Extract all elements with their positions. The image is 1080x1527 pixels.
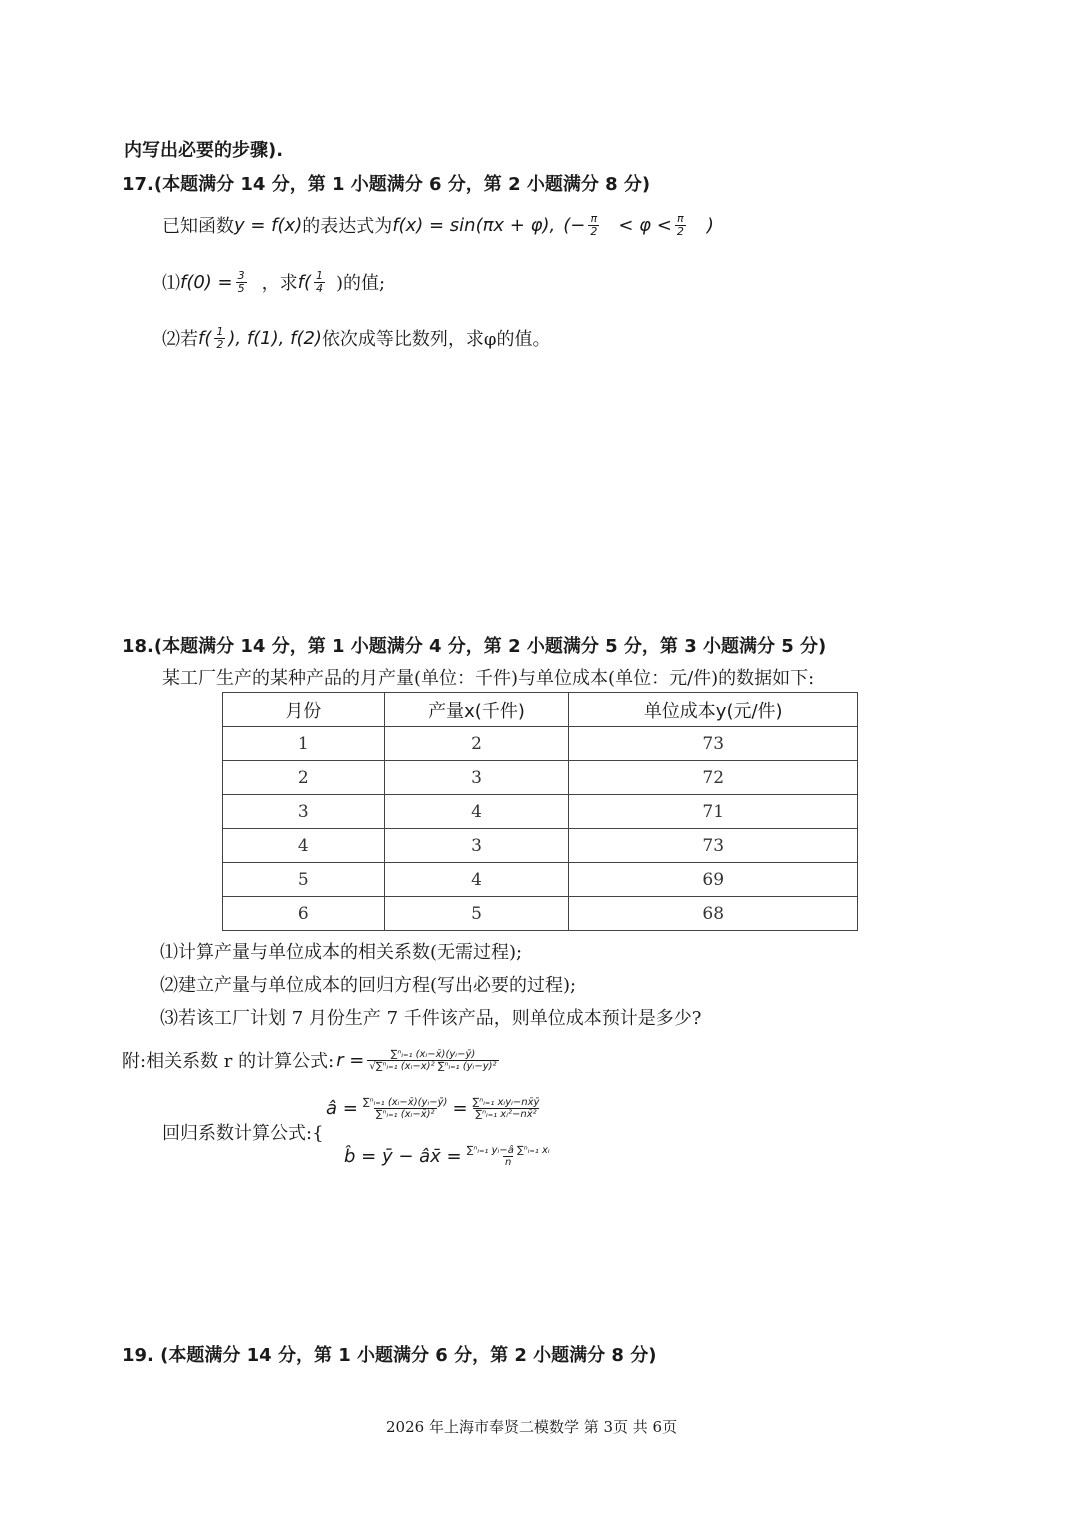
table-cell: 4: [384, 795, 569, 829]
q18-part2: ⑵建立产量与单位成本的回归方程(写出必要的过程);: [160, 975, 577, 996]
q18-data-table: [222, 692, 858, 931]
table-cell: 4: [384, 863, 569, 897]
table-cell: 73: [569, 829, 858, 863]
table-row: [223, 897, 858, 931]
table-header-cell: 月份: [223, 693, 385, 727]
fraction-denominator: 2: [216, 337, 224, 351]
q18-part3: ⑶若该工厂计划 7 月份生产 7 千件该产品，则单位成本预计是多少?: [160, 1008, 702, 1029]
a-hat-fraction-2: [471, 1097, 542, 1120]
b-hat-formula: [344, 1138, 555, 1174]
table-row: [223, 829, 858, 863]
b-hat-lhs: b̂ = ȳ − âx̄ =: [344, 1145, 462, 1167]
fraction-denominator: 4: [316, 281, 323, 295]
table-header-cell: 单位成本y(元/件): [569, 693, 858, 727]
table-cell: 68: [569, 897, 858, 931]
table-cell: 1: [223, 727, 385, 761]
table-row: [223, 863, 858, 897]
correlation-label: 附:相关系数 r 的计算公式:: [122, 1051, 335, 1072]
table-header-row: [223, 693, 858, 727]
fraction-denominator: n: [504, 1156, 512, 1168]
table-cell: 5: [384, 897, 569, 931]
fraction-denominator: 5: [237, 281, 245, 295]
q17-range-close: ): [706, 214, 714, 236]
table-cell: 73: [569, 727, 858, 761]
q17-part2: [162, 322, 551, 354]
correlation-formula: [122, 1040, 502, 1080]
q18-part1: ⑴计算产量与单位成本的相关系数(无需过程);: [160, 942, 523, 963]
fraction-denominator: 2: [590, 224, 598, 238]
table-row: [223, 761, 858, 795]
q17-p1-end: )的值;: [336, 273, 386, 294]
r-lhs: r =: [336, 1049, 365, 1071]
fraction-numerator: 1: [216, 324, 224, 338]
instruction-continuation: 内写出必要的步骤).: [124, 140, 284, 161]
table-cell: 3: [223, 795, 385, 829]
table-cell: 3: [384, 761, 569, 795]
fraction-numerator: ∑ⁿᵢ₌₁ xᵢyᵢ−nx̄ȳ: [472, 1096, 540, 1108]
q17-p1-frac: [236, 270, 247, 295]
fraction-numerator: ∑ⁿᵢ₌₁ yᵢ−â ∑ⁿᵢ₌₁ xᵢ: [466, 1144, 550, 1156]
table-cell: 4: [223, 829, 385, 863]
r-fraction: [367, 1049, 498, 1072]
q17-header: 17.(本题满分 14 分，第 1 小题满分 6 分，第 2 小题满分 8 分): [122, 174, 651, 195]
q17-p1-label: ⑴: [162, 273, 180, 294]
table-cell: 69: [569, 863, 858, 897]
fraction-denominator: ∑ⁿᵢ₌₁ xᵢ²−nx̄²: [475, 1108, 537, 1120]
fraction-denominator: ∑ⁿᵢ₌₁ (xᵢ−x̄)²: [375, 1108, 435, 1120]
q17-range-open: (−: [563, 214, 586, 236]
table-row: [223, 795, 858, 829]
table-cell: 6: [223, 897, 385, 931]
q17-stem: [162, 210, 714, 240]
a-hat-fraction-1: [361, 1097, 450, 1120]
q17-p1-mid: ，求: [261, 273, 298, 294]
q17-p2-rest: 依次成等比数列，求φ的值。: [321, 329, 551, 350]
q17-range-frac-right: [675, 213, 686, 238]
q17-p2-f: f(: [198, 327, 212, 349]
fraction-numerator: ∑ⁿᵢ₌₁ (xᵢ−x̄)(yᵢ−ȳ): [390, 1048, 476, 1060]
a-hat-formula: [326, 1090, 544, 1126]
q17-stem-expr: f(x) = sin(πx + φ),: [392, 214, 556, 236]
q17-p2-arg-frac: [214, 326, 225, 351]
a-hat-lhs: â =: [326, 1097, 358, 1119]
q17-p1-f0: f(0) =: [180, 271, 233, 293]
fraction-numerator: π: [677, 211, 684, 225]
table-cell: 5: [223, 863, 385, 897]
q17-part1: [162, 266, 385, 298]
q17-p2-label: ⑵若: [162, 329, 198, 350]
q17-p1-arg-frac: [314, 270, 325, 295]
q17-range-frac-left: [588, 213, 599, 238]
table-cell: 72: [569, 761, 858, 795]
q18-header: 18.(本题满分 14 分，第 1 小题满分 4 分，第 2 小题满分 5 分，第 3 小题满分 5 分): [122, 636, 827, 657]
table-row: [223, 727, 858, 761]
q17-p1-f: f(: [297, 271, 311, 293]
q17-p2-rest-math: ), f(1), f(2): [228, 327, 322, 349]
table-cell: 2: [384, 727, 569, 761]
a-hat-equals: =: [452, 1097, 468, 1119]
table-cell: 71: [569, 795, 858, 829]
q19-header: 19. (本题满分 14 分，第 1 小题满分 6 分，第 2 小题满分 8 分): [122, 1345, 657, 1366]
fraction-denominator: 2: [676, 224, 684, 238]
fraction-numerator: ∑ⁿᵢ₌₁ (xᵢ−x̄)(yᵢ−ȳ): [362, 1096, 448, 1108]
q17-range-mid: < φ <: [618, 214, 672, 236]
fraction-numerator: π: [590, 211, 598, 225]
fraction-numerator: 1: [316, 268, 323, 282]
q17-stem-mid: 的表达式为: [302, 216, 393, 237]
table-header-cell: 产量x(千件): [384, 693, 569, 727]
fraction-denominator: √∑ⁿᵢ₌₁ (xᵢ−x)² ∑ⁿᵢ₌₁ (yᵢ−y)²: [369, 1060, 497, 1072]
regression-label: 回归系数计算公式:{: [162, 1123, 324, 1144]
q18-intro: 某工厂生产的某种产品的月产量(单位：千件)与单位成本(单位：元/件)的数据如下:: [162, 668, 815, 689]
page-footer: 2026 年上海市奉贤二模数学 第 3页 共 6页: [386, 1418, 678, 1436]
table-cell: 2: [223, 761, 385, 795]
fraction-numerator: 3: [237, 268, 245, 282]
q17-stem-func: y = f(x): [234, 214, 303, 236]
b-hat-fraction: [465, 1145, 552, 1168]
table-cell: 3: [384, 829, 569, 863]
q17-stem-prefix: 已知函数: [162, 216, 234, 237]
